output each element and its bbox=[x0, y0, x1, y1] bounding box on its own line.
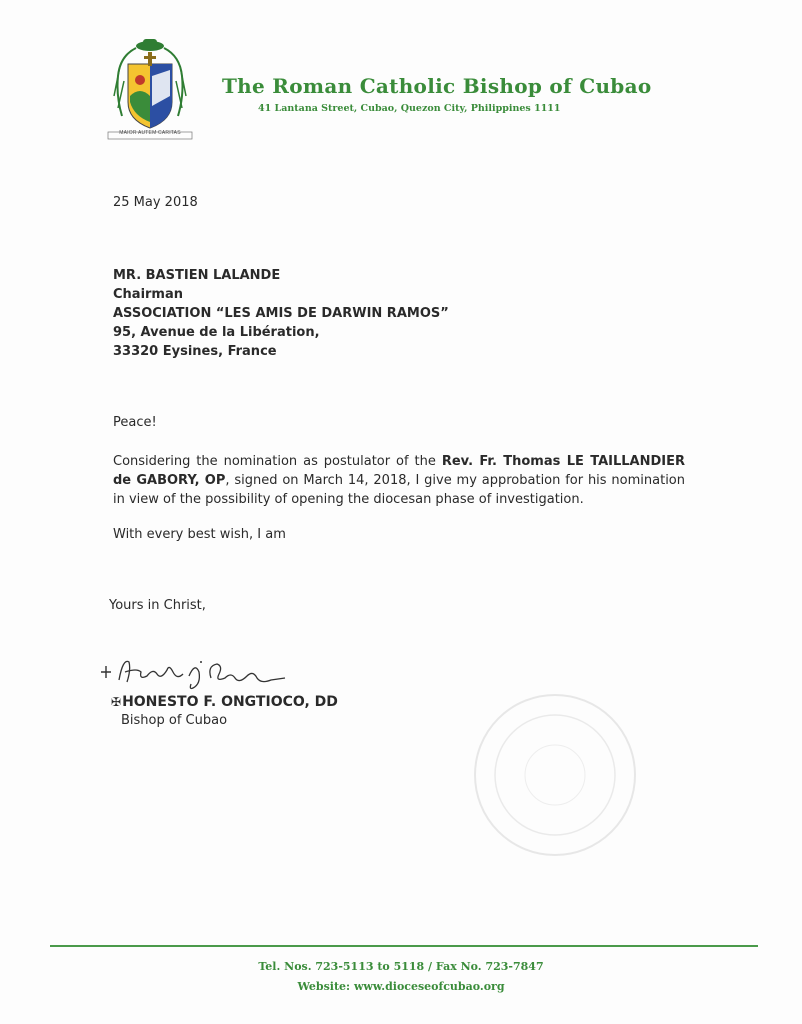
footer-phone-fax: Tel. Nos. 723-5113 to 5118 / Fax No. 723-7847 bbox=[258, 960, 544, 973]
signer-title: Bishop of Cubao bbox=[121, 713, 228, 728]
recipient-title: Chairman bbox=[113, 287, 184, 302]
letter-date: 25 May 2018 bbox=[113, 195, 198, 210]
body-paragraph bbox=[113, 452, 685, 509]
footer-website: Website: www.dioceseofcubao.org bbox=[297, 980, 505, 993]
embossed-seal-icon bbox=[470, 690, 640, 860]
body-text-2: , signed on March 14, 2018, I give my approbation for his nomination in view of the possibility of opening the diocesan phase of investigation. bbox=[113, 473, 685, 507]
footer-divider bbox=[50, 945, 758, 947]
letterhead-address: 41 Lantana Street, Cubao, Quezon City, Philippines 1111 bbox=[258, 103, 561, 114]
cross-icon: ✠ bbox=[111, 695, 122, 709]
closing-line: Yours in Christ, bbox=[109, 598, 206, 613]
recipient-street: 95, Avenue de la Libération, bbox=[113, 325, 320, 340]
greeting: Peace! bbox=[113, 415, 157, 430]
body-text-bold: Rev. Fr. Thomas LE TAILLANDIER de GABORY, OP bbox=[113, 454, 685, 488]
recipient-city: 33320 Eysines, France bbox=[113, 344, 277, 359]
recipient-organization: ASSOCIATION “LES AMIS DE DARWIN RAMOS” bbox=[113, 306, 449, 321]
body-text-1: Considering the nomination as postulator of the bbox=[113, 454, 442, 469]
crest-motto: MAIOR AUTEM CARITAS bbox=[119, 130, 181, 136]
recipient-block bbox=[113, 266, 449, 361]
letterhead-title: The Roman Catholic Bishop of Cubao bbox=[222, 74, 652, 98]
recipient-name: MR. BASTIEN LALANDE bbox=[113, 268, 281, 283]
signer-name-line bbox=[111, 693, 338, 712]
signer-name: HONESTO F. ONGTIOCO, DD bbox=[122, 694, 338, 710]
best-wish-line: With every best wish, I am bbox=[113, 527, 286, 542]
